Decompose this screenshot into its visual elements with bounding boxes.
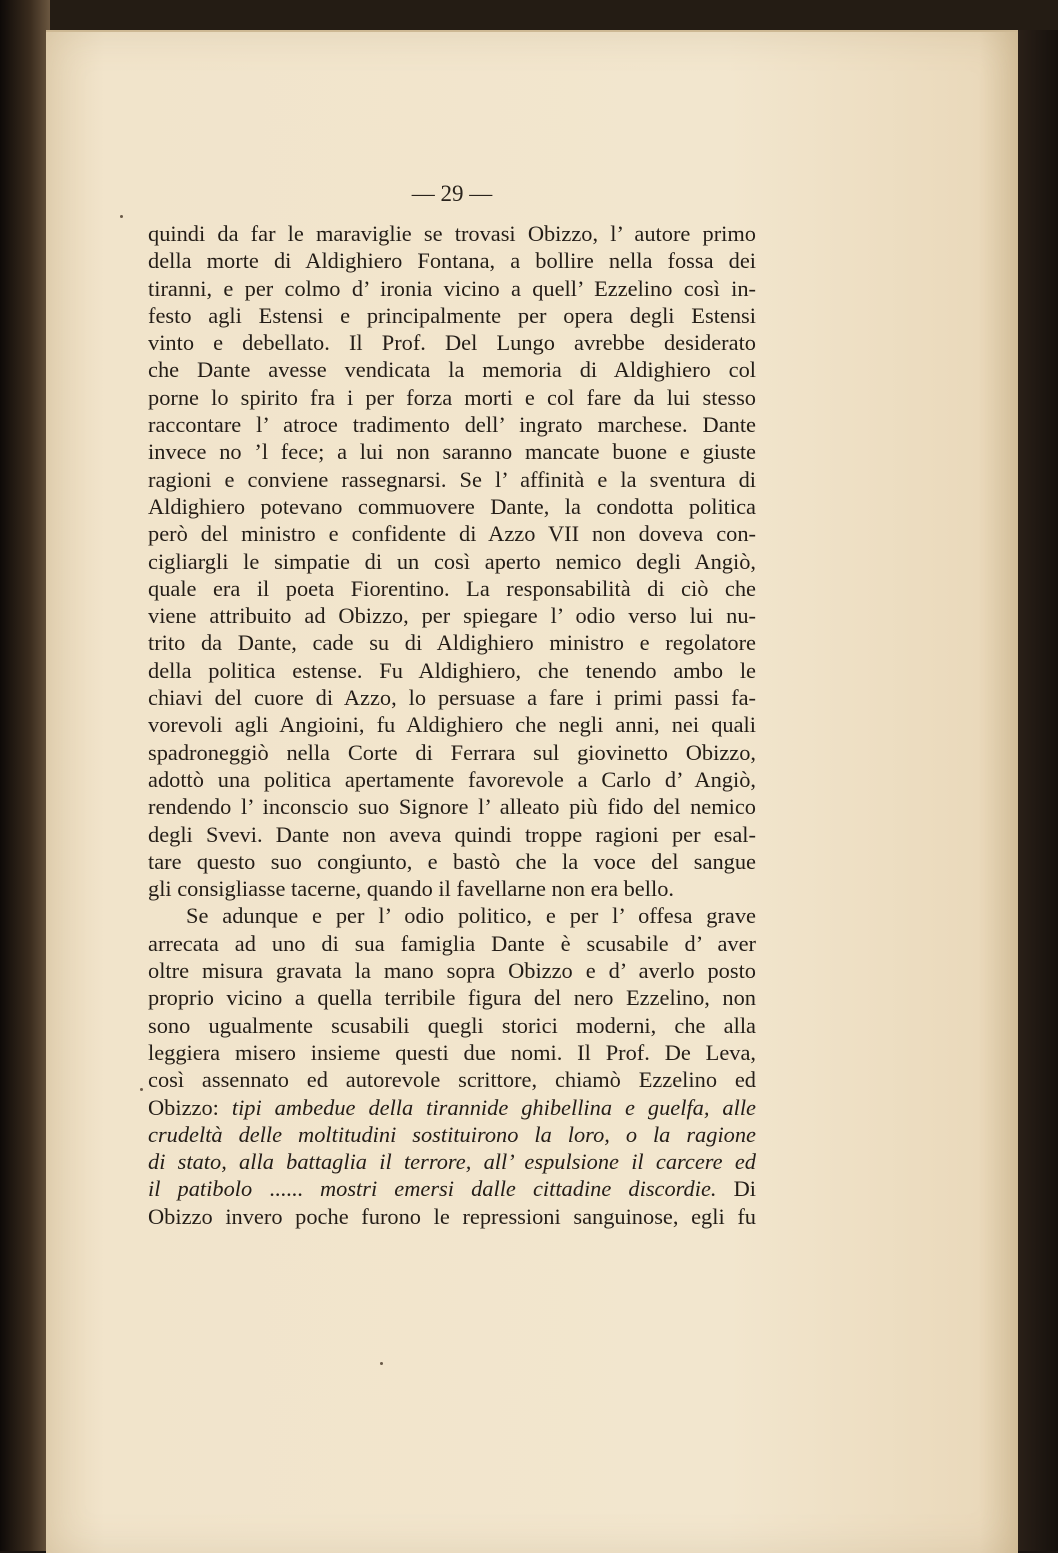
page-edge-shadow [1018, 30, 1058, 1551]
text-line: raccontare l’ atroce tradimento dell’ ingrato marchese. Dante [148, 412, 756, 438]
text-line: ragioni e conviene rassegnarsi. Se l’ affinità e la sventura di [148, 466, 756, 492]
text-line: leggiera misero insieme questi due nomi. Il Prof. De Leva, [148, 1039, 756, 1065]
text-line: spadroneggiò nella Corte di Ferrara sul giovinetto Obizzo, [148, 739, 756, 765]
text-italic-quote: mostri emersi dalle cittadine discordie. [319, 1176, 717, 1202]
paper-speck [380, 1362, 383, 1365]
text-line: tare questo suo congiunto, e bastò che la voce del sangue [148, 848, 756, 874]
text-line: invece no ’l fece; a lui non saranno mancate buone e giuste [148, 439, 756, 465]
text-italic-quote: di stato, alla battaglia il terrore, all’ espulsione il carcere ed [148, 1149, 756, 1175]
body-text [148, 220, 756, 1230]
text-line: però del ministro e confidente di Azzo VII non doveva con- [148, 521, 756, 547]
text-line: quale era il poeta Fiorentino. La responsabilità di ciò che [148, 575, 756, 601]
text-line-quote [148, 1121, 756, 1148]
text-line-quote [148, 1148, 756, 1175]
text-line: Aldighiero potevano commuovere Dante, la condotta politica [148, 493, 756, 519]
text-line: adottò una politica apertamente favorevole a Carlo d’ Angiò, [148, 766, 756, 792]
text-line: tiranni, e per colmo d’ ironia vicino a quell’ Ezzelino così in- [148, 275, 756, 301]
text-line-quote-end [148, 1175, 756, 1202]
text-line: della morte di Aldighiero Fontana, a bollire nella fossa dei [148, 248, 756, 274]
text-italic-quote: crudeltà delle moltitudini sostituirono la loro, o la ragione [148, 1121, 756, 1147]
text-line: cigliargli le simpatie di un così aperto nemico degli Angiò, [148, 548, 756, 574]
text-line: oltre misura gravata la mano sopra Obizzo e d’ averlo posto [148, 958, 756, 984]
text-line: arrecata ad uno di sua famiglia Dante è scusabile d’ aver [148, 930, 756, 956]
text-line: Obizzo invero poche furono le repressioni sanguinose, egli fu [148, 1203, 756, 1229]
paragraph-first-line: Se adunque e per l’ odio politico, e per l’ offesa grave [186, 903, 756, 929]
text-roman: Di [716, 1176, 756, 1202]
text-line: gli consigliasse tacerne, quando il favellarne non era bello. [148, 876, 674, 902]
text-line: festo agli Estensi e principalmente per opera degli Estensi [148, 302, 756, 328]
page-number: — 29 — [411, 181, 493, 206]
paper-speck [140, 1088, 143, 1091]
text-line: porne lo spirito fra i per forza morti e col fare da lui stesso [148, 384, 756, 410]
text-line: vinto e debellato. Il Prof. Del Lungo avrebbe desiderato [148, 330, 756, 356]
book-gutter [0, 0, 50, 1551]
text-line: quindi da far le maraviglie se trovasi Obizzo, l’ autore primo [148, 221, 756, 246]
text-line: degli Svevi. Dante non aveva quindi troppe ragioni per esal- [148, 821, 756, 847]
paper-speck [120, 215, 123, 218]
text-line: vorevoli agli Angioini, fu Aldighiero che negli anni, nei quali [148, 712, 756, 738]
text-roman: Obizzo: [148, 1094, 232, 1120]
text-line: così assennato ed autorevole scrittore, chiamò Ezzelino ed [148, 1067, 756, 1093]
text-line: trito da Dante, cade su di Aldighiero ministro e regolatore [148, 630, 756, 656]
text-line: sono ugualmente scusabili quegli storici moderni, che alla [148, 1012, 756, 1038]
text-line: rendendo l’ inconscio suo Signore l’ alleato più fido del nemico [148, 794, 756, 820]
text-line: della politica estense. Fu Aldighiero, che tenendo ambo le [148, 657, 756, 683]
text-italic-quote: il patibolo [148, 1176, 253, 1202]
text-line: che Dante avesse vendicata la memoria di Aldighiero col [148, 357, 756, 383]
text-italic-quote: tipi ambedue della tirannide ghibellina e guelfa, alle [231, 1094, 756, 1120]
text-line: proprio vicino a quella terribile figura del nero Ezzelino, non [148, 985, 756, 1011]
text-line-quote-start [148, 1094, 756, 1121]
text-line: chiavi del cuore di Azzo, lo persuase a fare i primi passi fa- [148, 685, 756, 711]
text-line: viene attribuito ad Obizzo, per spiegare l’ odio verso lui nu- [148, 603, 756, 629]
ellipsis-dots: ...... [252, 1176, 320, 1202]
